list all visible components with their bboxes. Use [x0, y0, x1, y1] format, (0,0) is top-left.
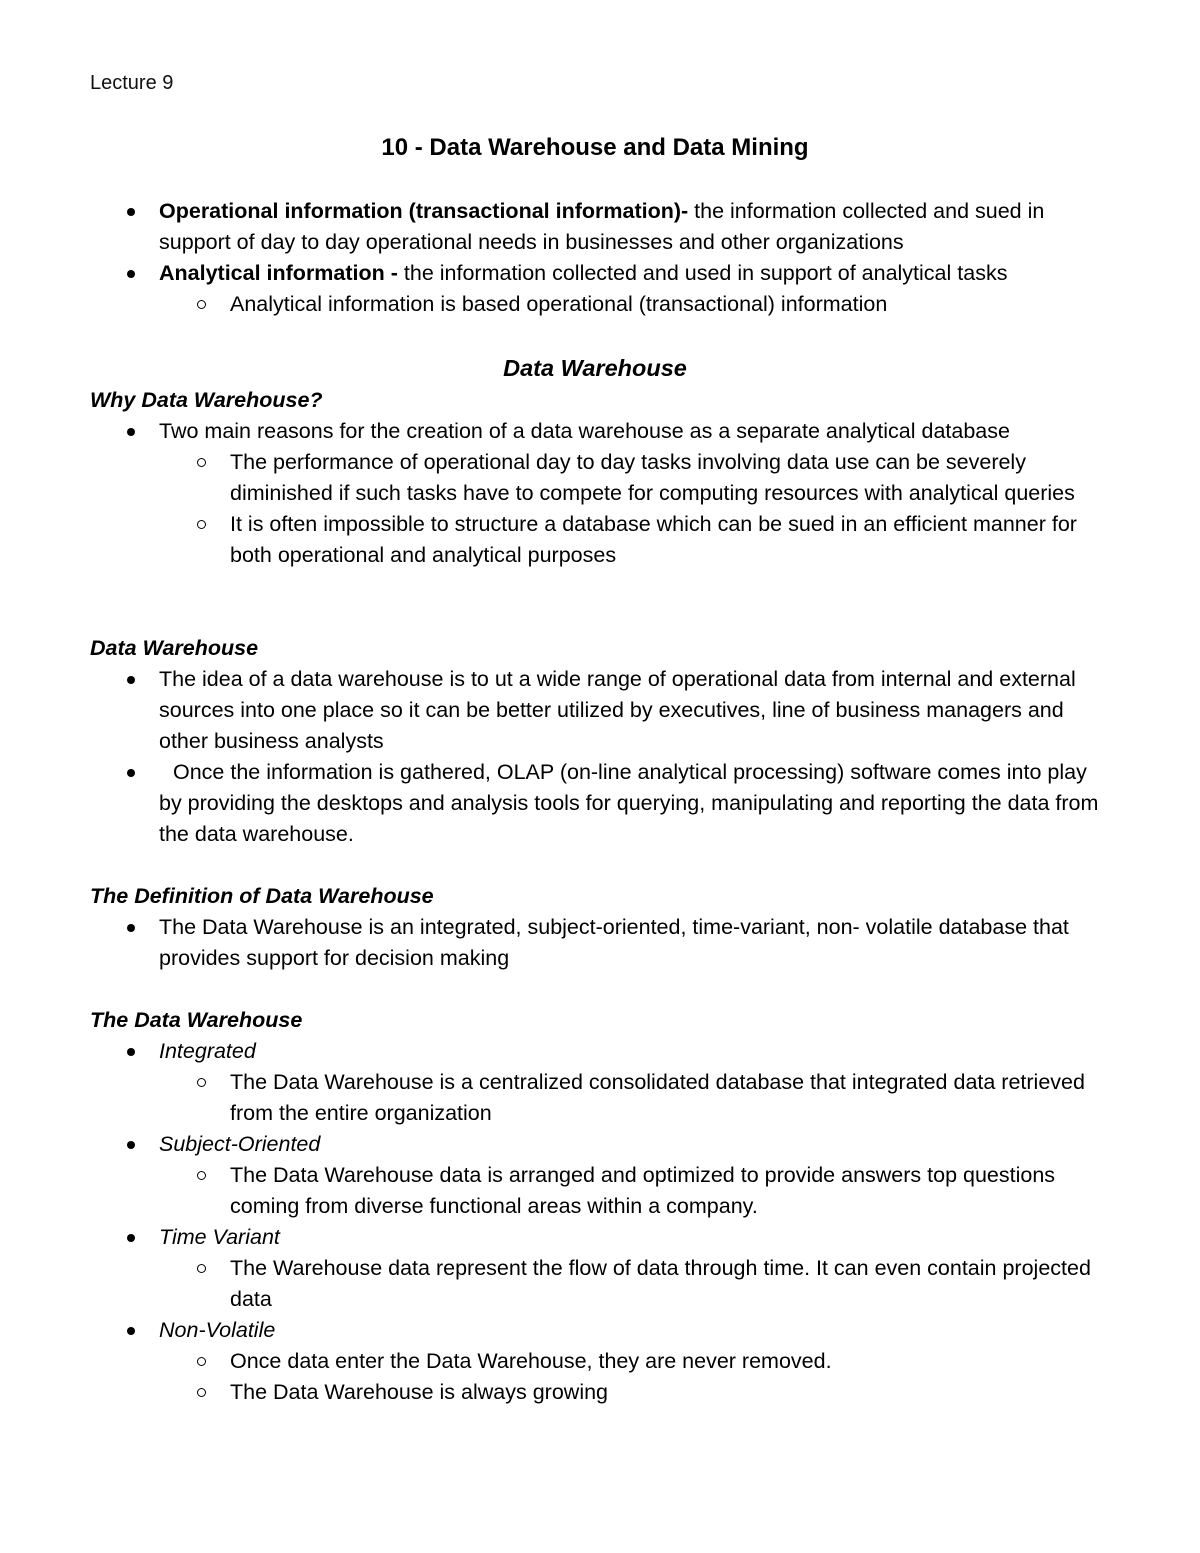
sub-list-item: [0, 1377, 1200, 1408]
term-subject-oriented: Subject-Oriented: [159, 1132, 321, 1156]
definition-list: [0, 912, 1200, 974]
term-integrated: Integrated: [159, 1039, 256, 1063]
item-text: The Data Warehouse is an integrated, subject-oriented, time-variant, non- volatile database that provides support for decision making: [159, 915, 1069, 970]
list-item: [0, 196, 1200, 258]
sub-list-item: [0, 1067, 1200, 1129]
sub-list-item: [0, 1253, 1200, 1315]
sub-item-text: The Data Warehouse is always growing: [230, 1380, 609, 1404]
bullet-icon: [127, 676, 135, 684]
sub-item-text: Analytical information is based operational (transactional) information: [230, 292, 888, 316]
term-analytical: Analytical information -: [159, 261, 398, 285]
the-dw-heading: The Data Warehouse: [90, 1008, 303, 1032]
list-item: [0, 258, 1200, 289]
list-item: [0, 757, 1200, 850]
term-operational: Operational information (transactional information)-: [159, 199, 689, 223]
sub-item-text: The Data Warehouse data is arranged and optimized to provide answers top questions coming from diverse functional areas within a company.: [230, 1163, 1056, 1218]
hollow-bullet-icon: [197, 300, 206, 309]
bullet-icon: [127, 1234, 135, 1242]
dw-list: [0, 664, 1200, 850]
definition-text: the information collected and used in support of analytical tasks: [397, 261, 1008, 285]
why-list: [0, 416, 1200, 571]
hollow-bullet-icon: [197, 1078, 206, 1087]
bullet-icon: [127, 1327, 135, 1335]
lecture-label: Lecture 9: [90, 72, 174, 94]
hollow-bullet-icon: [197, 458, 206, 467]
sub-list-item: [0, 509, 1200, 571]
sub-item-text: The Data Warehouse is a centralized consolidated database that integrated data retrieved from the entire organization: [230, 1070, 1085, 1125]
sub-item-text: Once data enter the Data Warehouse, they are never removed.: [230, 1349, 832, 1373]
hollow-bullet-icon: [197, 1264, 206, 1273]
bullet-icon: [127, 1048, 135, 1056]
hollow-bullet-icon: [197, 520, 206, 529]
sub-list-item: [0, 289, 1200, 320]
dw-heading: Data Warehouse: [90, 636, 259, 660]
bullet-icon: [127, 428, 135, 436]
section-title: Data Warehouse: [503, 355, 687, 381]
item-text: The idea of a data warehouse is to ut a wide range of operational data from internal and external sources into one place so it can be better utilized by executives, line of business managers and other business analysts: [159, 667, 1076, 753]
hollow-bullet-icon: [197, 1357, 206, 1366]
sub-item-text: The performance of operational day to day tasks involving data use can be severely diminished if such tasks have to compete for computing resources with analytical queries: [230, 450, 1075, 505]
bullet-icon: [127, 924, 135, 932]
sub-list-item: [0, 1346, 1200, 1377]
list-item: [0, 1129, 1200, 1160]
why-heading: Why Data Warehouse?: [90, 388, 323, 412]
sub-list-item: [0, 1160, 1200, 1222]
bullet-icon: [127, 769, 135, 777]
hollow-bullet-icon: [197, 1171, 206, 1180]
intro-list: [0, 196, 1200, 320]
list-item: [0, 664, 1200, 757]
bullet-icon: [127, 270, 135, 278]
definition-text: the information collected and sued in support of day to day operational needs in businesses and other organizations: [159, 199, 1045, 254]
sub-list-item: [0, 447, 1200, 509]
document-title: 10 - Data Warehouse and Data Mining: [381, 134, 809, 161]
the-dw-list: [0, 1036, 1200, 1408]
list-item: [0, 912, 1200, 974]
term-time-variant: Time Variant: [159, 1225, 280, 1249]
bullet-icon: [127, 208, 135, 216]
list-item: [0, 1222, 1200, 1253]
list-item: [0, 416, 1200, 447]
definition-heading: The Definition of Data Warehouse: [90, 884, 434, 908]
list-item: [0, 1036, 1200, 1067]
item-text: Once the information is gathered, OLAP (on-line analytical processing) software comes into play by providing the desktops and analysis tools for querying, manipulating and reporting the data from the data warehouse.: [159, 760, 1099, 846]
item-text: Two main reasons for the creation of a data warehouse as a separate analytical database: [159, 419, 1010, 443]
sub-item-text: It is often impossible to structure a database which can be sued in an efficient manner for both operational and analytical purposes: [230, 512, 1077, 567]
term-non-volatile: Non-Volatile: [159, 1318, 276, 1342]
hollow-bullet-icon: [197, 1388, 206, 1397]
sub-item-text: The Warehouse data represent the flow of data through time. It can even contain projected data: [230, 1256, 1091, 1311]
bullet-icon: [127, 1141, 135, 1149]
list-item: [0, 1315, 1200, 1346]
